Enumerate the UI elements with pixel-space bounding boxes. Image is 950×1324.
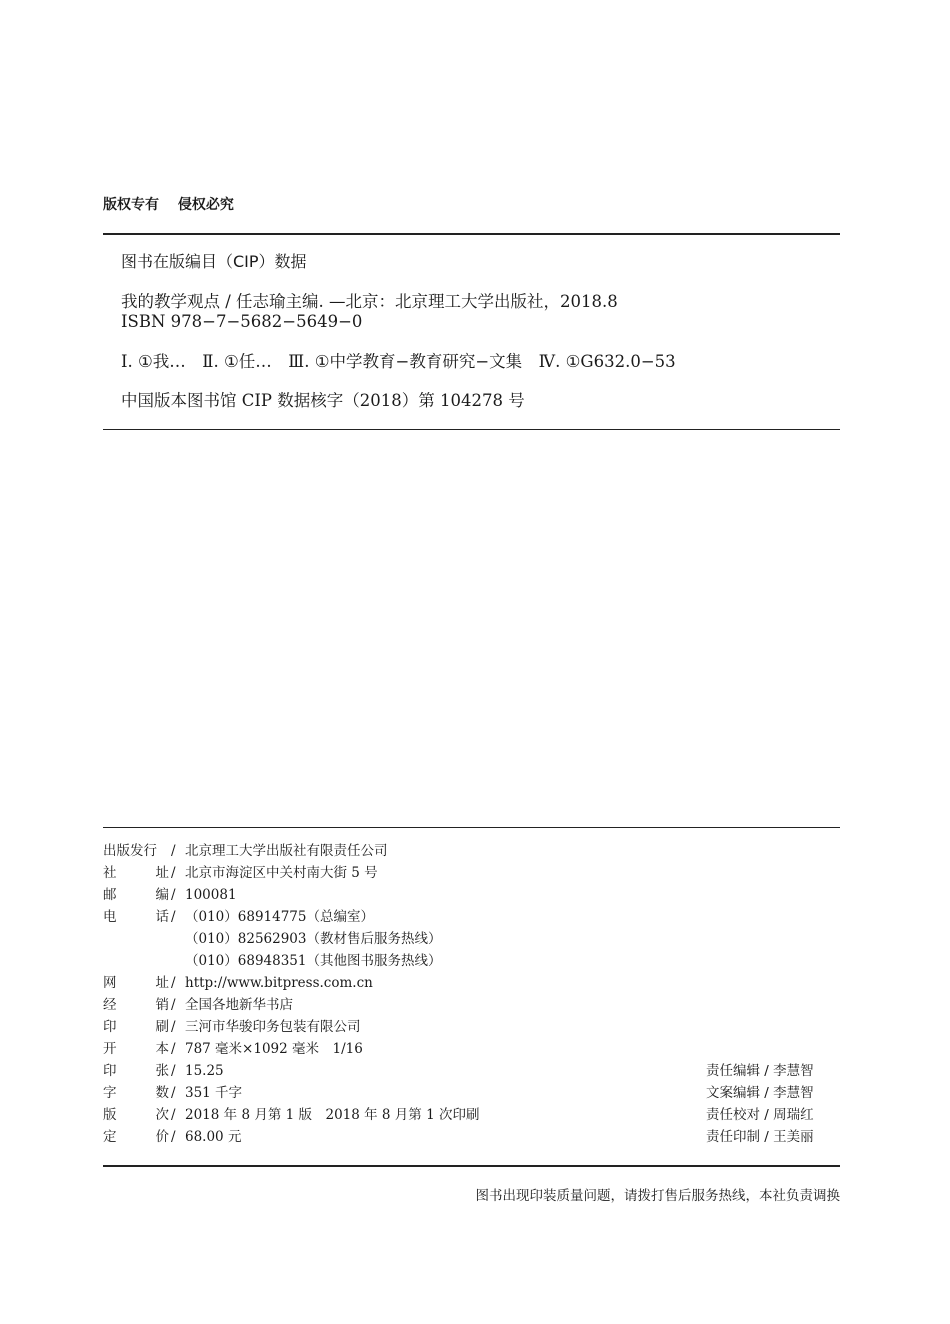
label-char: 次 [155, 1107, 169, 1123]
distributor-value: 全国各地新华书店 [185, 997, 293, 1013]
row-label [103, 1061, 169, 1081]
row-label [103, 973, 169, 993]
label-char: 刷 [155, 1019, 169, 1035]
label-char: 定 [103, 1129, 117, 1145]
label-char: 销 [155, 997, 169, 1013]
separator: / [171, 1041, 176, 1057]
quality-notice: 图书出现印装质量问题，请拨打售后服务热线，本社负责调换 [475, 1188, 840, 1204]
address-value: 北京市海淀区中关村南大街 5 号 [185, 865, 378, 881]
separator: / [171, 843, 176, 859]
editor-role: 文案编辑 [706, 1085, 760, 1101]
row-label [103, 1039, 169, 1059]
cip-record-line: 我的教学观点 / 任志瑜主编. —北京：北京理工大学出版社，2018.8 [121, 292, 618, 311]
postcode-value: 100081 [185, 887, 237, 903]
label-char: 话 [155, 909, 169, 925]
label-char: 开 [103, 1041, 117, 1057]
sheets-value: 15.25 [185, 1063, 224, 1079]
row-label [103, 885, 169, 905]
separator: / [171, 997, 176, 1013]
label-char: 社 [103, 865, 117, 881]
phone-value: （010）68914775（总编室） [185, 909, 374, 925]
label-char: 印 [103, 1019, 117, 1035]
row-label [103, 1083, 169, 1103]
separator: / [171, 975, 176, 991]
editor-role: 责任编辑 [706, 1063, 760, 1079]
copyright-notice: 版权专有 侵权必究 [103, 197, 234, 213]
price-value: 68.00 元 [185, 1129, 242, 1145]
printer-value: 三河市华骏印务包装有限公司 [185, 1019, 361, 1035]
separator: / [171, 1129, 176, 1145]
separator: / [171, 887, 176, 903]
separator: / [171, 1019, 176, 1035]
row-label [103, 1105, 169, 1125]
label-char: 网 [103, 975, 117, 991]
format-value: 787 毫米×1092 毫米 1/16 [185, 1041, 363, 1057]
separator: / [171, 865, 176, 881]
editor-name: 李慧智 [773, 1063, 814, 1079]
label-char: 电 [103, 909, 117, 925]
separator: / [171, 1063, 176, 1079]
publisher-value: 北京理工大学出版社有限责任公司 [185, 843, 388, 859]
phone-value-2: （010）82562903（教材售后服务热线） [185, 931, 442, 947]
label-char: 编 [155, 887, 169, 903]
row-label [103, 1127, 169, 1147]
bottom-rule [103, 1165, 840, 1167]
separator: / [171, 909, 176, 925]
edition-value: 2018 年 8 月第 1 版 2018 年 8 月第 1 次印刷 [185, 1107, 480, 1123]
words-value: 351 千字 [185, 1085, 243, 1101]
label-char: 邮 [103, 887, 117, 903]
row-label [103, 995, 169, 1015]
editor-name: 李慧智 [773, 1085, 814, 1101]
row-label [103, 841, 169, 861]
label-char: 出版发行 [103, 843, 157, 859]
row-label [103, 1017, 169, 1037]
label-char: 址 [155, 975, 169, 991]
cip-bottom-rule [103, 429, 840, 430]
colophon-top-rule [103, 827, 840, 828]
label-char: 字 [103, 1085, 117, 1101]
cip-classification: Ⅰ. ①我… Ⅱ. ①任… Ⅲ. ①中学教育−教育研究−文集 Ⅳ. ①G632.0−53 [121, 352, 676, 371]
label-char: 印 [103, 1063, 117, 1079]
top-rule [103, 233, 840, 235]
label-char: 数 [155, 1085, 169, 1101]
label-char: 版 [103, 1107, 117, 1123]
row-label [103, 907, 169, 927]
label-char: 址 [155, 865, 169, 881]
phone-value-3: （010）68948351（其他图书服务热线） [185, 953, 442, 969]
label-char: 本 [155, 1041, 169, 1057]
editor-row: 责任印制 / 王美丽 [706, 1129, 814, 1145]
row-label [103, 863, 169, 883]
editor-name: 王美丽 [773, 1129, 814, 1145]
label-char: 张 [155, 1063, 169, 1079]
editor-role: 责任校对 [706, 1107, 760, 1123]
label-char: 经 [103, 997, 117, 1013]
cip-title: 图书在版编目（CIP）数据 [121, 252, 307, 271]
editor-row: 责任校对 / 周瑞红 [706, 1107, 814, 1123]
cip-isbn: ISBN 978−7−5682−5649−0 [121, 312, 363, 331]
label-char: 价 [155, 1129, 169, 1145]
cip-number: 中国版本图书馆 CIP 数据核字（2018）第 104278 号 [121, 391, 525, 410]
editor-name: 周瑞红 [773, 1107, 814, 1123]
editor-row: 文案编辑 / 李慧智 [706, 1085, 814, 1101]
separator: / [171, 1085, 176, 1101]
separator: / [171, 1107, 176, 1123]
editor-row: 责任编辑 / 李慧智 [706, 1063, 814, 1079]
website-value: http://www.bitpress.com.cn [185, 975, 373, 991]
editor-role: 责任印制 [706, 1129, 760, 1145]
